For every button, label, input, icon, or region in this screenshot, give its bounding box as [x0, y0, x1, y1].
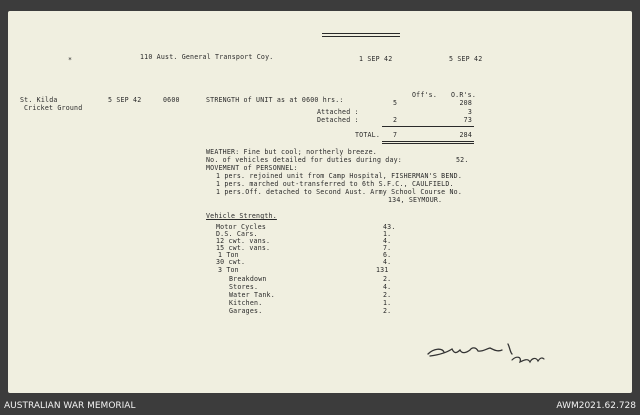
vehicle-label: 3 Ton [218, 266, 239, 274]
attached-other-ranks: 3 [467, 108, 472, 116]
total-officers: 7 [393, 131, 398, 139]
place-line-1: St. Kilda [20, 96, 58, 104]
total-rule-bottom-2 [382, 143, 474, 144]
vehicle-label: Water Tank. [229, 291, 275, 299]
month-end: 5 SEP 42 [449, 55, 483, 63]
vehicle-value: 43. [383, 223, 396, 231]
total-rule-bottom-1 [382, 141, 474, 142]
month-start: 1 SEP 42 [359, 55, 393, 63]
weather-note: WEATHER: Fine but cool; northerly breeze. [206, 148, 377, 156]
movement-heading: MOVEMENT of PERSONNEL: [206, 164, 298, 172]
total-other-ranks: 284 [459, 131, 472, 139]
handwritten-signature [424, 338, 556, 370]
movement-item-2: 1 pers. marched out-transferred to 6th S.F.C., CAULFIELD. [216, 180, 454, 188]
vehicle-value: 4. [383, 237, 392, 245]
vehicle-value: 2. [383, 291, 392, 299]
vehicle-value: 2. [383, 307, 392, 315]
entry-date: 5 SEP 42 [108, 96, 142, 104]
detached-officers: 2 [393, 116, 398, 124]
detached-other-ranks: 73 [463, 116, 472, 124]
vehicle-label: Stores. [229, 283, 259, 291]
vehicle-label: 1 Ton [218, 251, 239, 259]
vehicle-value: 2. [383, 275, 392, 283]
vehicle-strength-heading: Vehicle Strength. [206, 212, 277, 220]
strength-officers: 5 [393, 99, 398, 107]
movement-item-3-cont: 134, SEYMOUR. [388, 196, 443, 204]
total-label: TOTAL. [355, 131, 381, 139]
detached-label: Detached : [317, 116, 359, 124]
document-page [8, 11, 632, 393]
unit-name: 110 Aust. General Transport Coy. [140, 53, 274, 61]
vehicle-label: Kitchen. [229, 299, 263, 307]
vehicles-count: 52. [456, 156, 469, 164]
vehicle-label: 30 cwt. [216, 258, 246, 266]
vehicle-value: 4. [383, 283, 392, 291]
vehicle-value: 6. [383, 251, 392, 259]
col-other-ranks: O.R's. [451, 91, 477, 99]
vehicle-label: 15 cwt. vans. [216, 244, 271, 252]
attached-label: Attached : [317, 108, 359, 116]
vehicle-label: 12 cwt. vans. [216, 237, 271, 245]
vehicles-note: No. of vehicles detailed for duties during day: [206, 156, 402, 164]
total-rule-top [382, 126, 474, 127]
footer-item-reference: AWM2021.62.728 [556, 401, 636, 411]
vehicle-value: 4. [383, 258, 392, 266]
header-rule-2 [322, 36, 400, 37]
vehicle-value: 7. [383, 244, 392, 252]
entry-time: 0600 [163, 96, 180, 104]
vehicle-label: Garages. [229, 307, 263, 315]
vehicle-label: Motor Cycles [216, 223, 267, 231]
place-line-2: Cricket Ground [24, 104, 83, 112]
movement-item-1: 1 pers. rejoined unit from Camp Hospital, FISHERMAN'S BEND. [216, 172, 463, 180]
margin-mark: * [68, 56, 73, 64]
vehicle-value: 131 [376, 266, 389, 274]
col-officers: Off's. [412, 91, 438, 99]
vehicle-label: D.S. Cars. [216, 230, 258, 238]
strength-other-ranks: 208 [459, 99, 472, 107]
vehicle-value: 1. [383, 230, 392, 238]
vehicle-label: Breakdown [229, 275, 267, 283]
footer-archive-name: AUSTRALIAN WAR MEMORIAL [4, 401, 136, 411]
movement-item-3: 1 pers.Off. detached to Second Aust. Army School Course No. [216, 188, 463, 196]
header-rule-1 [322, 33, 400, 34]
vehicle-value: 1. [383, 299, 392, 307]
strength-label: STRENGTH of UNIT as at 0600 hrs.: [206, 96, 344, 104]
